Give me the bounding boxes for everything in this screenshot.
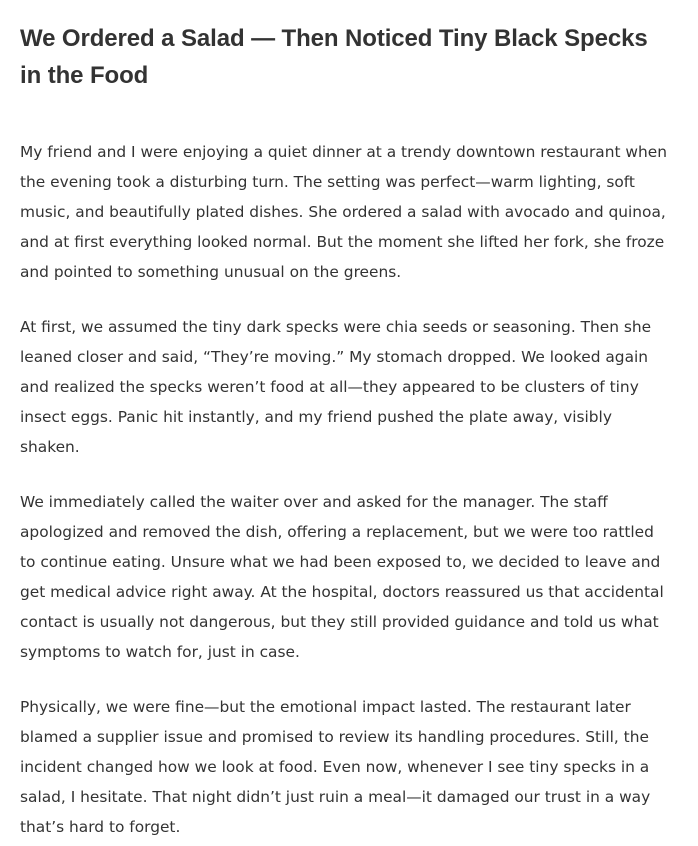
article-paragraph: Physically, we were fine—but the emotional impact lasted. The restaurant later blamed a supplier issue and promised to review its handling procedures. Still, the incident changed how we look at food. Even now, whenever I see tiny specks in a salad, I hesitate. That night didn’t just ruin a meal—it damaged our trust in a way that’s hard to forget. <box>20 698 651 836</box>
article-paragraph: My friend and I were enjoying a quiet dinner at a trendy downtown restaurant when the evening took a disturbing turn. The setting was perfect—warm lighting, soft music, and beautifully plated dishes. She ordered a salad with avocado and quinoa, and at first everything looked normal. But the moment she lifted her fork, she froze and pointed to something unusual on the greens. <box>20 143 667 281</box>
article-paragraph: We immediately called the waiter over and asked for the manager. The staff apologized and removed the dish, offering a replacement, but we were too rattled to continue eating. Unsure what we had been exposed to, we decided to leave and get medical advice right away. At the hospital, doctors reassured us that accidental contact is usually not dangerous, but they still provided guidance and told us what symptoms to watch for, just in case. <box>20 493 664 661</box>
article-title: We Ordered a Salad — Then Noticed Tiny Black Specks in the Food <box>20 25 648 89</box>
article-paragraph: At first, we assumed the tiny dark specks were chia seeds or seasoning. Then she leaned closer and said, “They’re moving.” My stomach dropped. We looked again and realized the specks weren’t food at all—they appeared to be clusters of tiny insect eggs. Panic hit instantly, and my friend pushed the plate away, visibly shaken. <box>20 318 652 456</box>
